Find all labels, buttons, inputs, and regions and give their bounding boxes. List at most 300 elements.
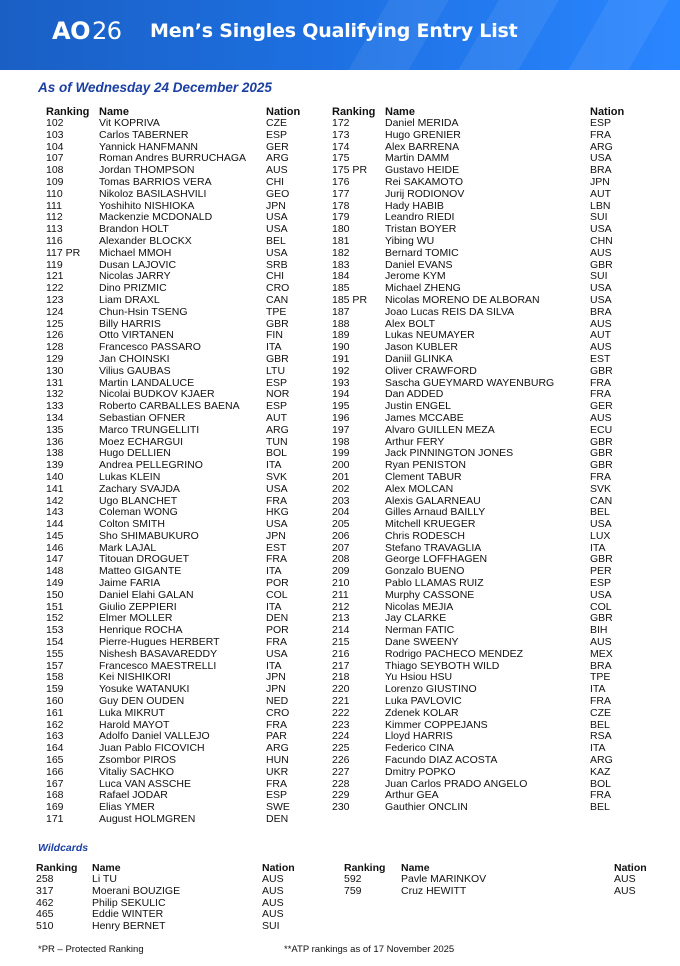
header-nation-right: Nation bbox=[590, 106, 625, 118]
player-name: Colton SMITH bbox=[99, 518, 165, 531]
nation: PER bbox=[590, 565, 612, 578]
nation: ARG bbox=[266, 423, 289, 436]
rank: 164 bbox=[46, 742, 64, 755]
rank: 117 PR bbox=[46, 246, 81, 259]
nation: GBR bbox=[590, 612, 613, 625]
nation: AUS bbox=[614, 873, 636, 885]
player-name: Zsombor PIROS bbox=[99, 754, 177, 767]
nation: AUS bbox=[262, 873, 284, 885]
player-name: Nicolai BUDKOV KJAER bbox=[99, 388, 215, 401]
rank: 510 bbox=[36, 920, 54, 933]
nation: FRA bbox=[266, 718, 287, 731]
nation: FRA bbox=[266, 636, 287, 649]
nation: USA bbox=[590, 152, 612, 165]
nation: SVK bbox=[266, 470, 288, 483]
header-banner bbox=[0, 0, 680, 70]
table-row bbox=[46, 425, 326, 437]
player-name: Gonzalo BUENO bbox=[385, 565, 465, 578]
rank: 210 bbox=[332, 577, 350, 590]
nation: UKR bbox=[266, 765, 289, 778]
player-name: Oliver CRAWFORD bbox=[385, 364, 477, 377]
player-name: Alex MOLCAN bbox=[385, 482, 454, 495]
nation: AUS bbox=[590, 411, 612, 424]
header-nation-left: Nation bbox=[266, 106, 301, 118]
player-name: Yannick HANFMANN bbox=[99, 140, 198, 153]
nation: BOL bbox=[590, 777, 612, 790]
rank: 111 bbox=[46, 199, 62, 212]
player-name: Daniil GLINKA bbox=[385, 352, 453, 365]
table-row bbox=[332, 708, 642, 720]
nation: EST bbox=[590, 352, 611, 365]
player-name: Moez ECHARGUI bbox=[99, 435, 184, 448]
player-name: Justin ENGEL bbox=[385, 400, 451, 413]
nation: HKG bbox=[266, 506, 289, 519]
nation: BEL bbox=[266, 234, 286, 247]
player-name: Federico CINA bbox=[385, 742, 454, 755]
table-row bbox=[46, 531, 326, 543]
nation: NOR bbox=[266, 388, 290, 401]
nation: ITA bbox=[266, 600, 282, 613]
rank: 153 bbox=[46, 624, 64, 637]
nation: KAZ bbox=[590, 765, 611, 778]
nation: GBR bbox=[266, 317, 289, 330]
rank: 149 bbox=[46, 577, 64, 590]
player-name: Lukas NEUMAYER bbox=[385, 329, 475, 342]
rank: 193 bbox=[332, 376, 350, 389]
rank: 223 bbox=[332, 718, 350, 731]
rank: 160 bbox=[46, 695, 64, 708]
wildcard-header-name-left: Name bbox=[92, 862, 121, 874]
rank: 191 bbox=[332, 352, 350, 365]
table-row bbox=[332, 307, 642, 319]
player-name: Cruz HEWITT bbox=[401, 884, 467, 897]
ao26-logo bbox=[52, 17, 122, 45]
nation: GBR bbox=[590, 258, 613, 271]
rank: 224 bbox=[332, 730, 350, 743]
rank: 130 bbox=[46, 364, 64, 377]
nation: SRB bbox=[266, 258, 288, 271]
rank: 181 bbox=[332, 234, 350, 247]
player-name: Alex BOLT bbox=[385, 317, 435, 330]
wildcard-header-nation-right: Nation bbox=[614, 862, 647, 874]
nation: FRA bbox=[590, 470, 611, 483]
rank: 220 bbox=[332, 683, 350, 696]
player-name: Alex BARRENA bbox=[385, 140, 460, 153]
nation: TUN bbox=[266, 435, 288, 448]
rank: 157 bbox=[46, 659, 64, 672]
nation: AUS bbox=[262, 908, 284, 921]
rank: 125 bbox=[46, 317, 64, 330]
player-name: Jay CLARKE bbox=[385, 612, 447, 625]
nation: JPN bbox=[266, 199, 286, 212]
nation: USA bbox=[266, 211, 288, 224]
table-row bbox=[344, 886, 654, 898]
wildcard-header-name-right: Name bbox=[401, 862, 430, 874]
rank: 146 bbox=[46, 541, 64, 554]
nation: DEN bbox=[266, 612, 289, 625]
nation: SWE bbox=[266, 801, 290, 814]
table-row bbox=[46, 260, 326, 272]
rank: 195 bbox=[332, 400, 350, 413]
player-name: Elias YMER bbox=[99, 801, 155, 814]
rank: 148 bbox=[46, 565, 64, 578]
header-ranking-right: Ranking bbox=[332, 106, 376, 118]
nation: AUS bbox=[590, 317, 612, 330]
rank: 192 bbox=[332, 364, 350, 377]
nation: GBR bbox=[590, 364, 613, 377]
player-name: Hugo GRENIER bbox=[385, 128, 461, 141]
player-name: Arthur FERY bbox=[385, 435, 445, 448]
player-name: Lukas KLEIN bbox=[99, 470, 161, 483]
logo-text: AO bbox=[52, 17, 90, 45]
player-name: Gilles Arnaud BAILLY bbox=[385, 506, 486, 519]
player-name: Michael ZHENG bbox=[385, 282, 461, 295]
player-name: Mark LAJAL bbox=[99, 541, 157, 554]
wildcard-header-ranking-right: Ranking bbox=[344, 862, 386, 874]
rank: 131 bbox=[46, 376, 64, 389]
player-name: Daniel EVANS bbox=[385, 258, 453, 271]
table-row bbox=[332, 649, 642, 661]
rank: 216 bbox=[332, 647, 350, 660]
table-row bbox=[36, 909, 326, 921]
rank: 213 bbox=[332, 612, 350, 625]
rank: 184 bbox=[332, 270, 350, 283]
player-name: Francesco PASSARO bbox=[99, 341, 201, 354]
rank: 317 bbox=[36, 884, 54, 897]
player-name: Harold MAYOT bbox=[99, 718, 170, 731]
player-name: Chun-Hsin TSENG bbox=[99, 305, 188, 318]
rank: 151 bbox=[46, 600, 64, 613]
table-row bbox=[36, 921, 326, 933]
rank: 187 bbox=[332, 305, 350, 318]
rank: 198 bbox=[332, 435, 350, 448]
nation: TPE bbox=[266, 305, 287, 318]
nation: ITA bbox=[590, 742, 606, 755]
rank: 150 bbox=[46, 588, 64, 601]
player-name: Yosuke WATANUKI bbox=[99, 683, 190, 696]
nation: ARG bbox=[266, 152, 289, 165]
rank: 113 bbox=[46, 223, 63, 236]
nation: FRA bbox=[590, 695, 611, 708]
table-row bbox=[46, 708, 326, 720]
player-name: Gauthier ONCLIN bbox=[385, 801, 468, 814]
nation: SUI bbox=[590, 270, 608, 283]
rank: 139 bbox=[46, 459, 64, 472]
rank: 206 bbox=[332, 529, 350, 542]
nation: ITA bbox=[266, 565, 282, 578]
table-row bbox=[332, 531, 642, 543]
nation: USA bbox=[266, 246, 288, 259]
rank: 197 bbox=[332, 423, 350, 436]
player-name: Coleman WONG bbox=[99, 506, 178, 519]
rank: 199 bbox=[332, 447, 350, 460]
table-row bbox=[46, 248, 326, 260]
nation: USA bbox=[590, 293, 612, 306]
rank: 190 bbox=[332, 341, 350, 354]
table-row bbox=[46, 354, 326, 366]
player-name: Pierre-Hugues HERBERT bbox=[99, 636, 220, 649]
rank: 122 bbox=[46, 282, 64, 295]
player-name: Murphy CASSONE bbox=[385, 588, 475, 601]
nation: ITA bbox=[266, 459, 282, 472]
table-row bbox=[332, 295, 642, 307]
table-row bbox=[332, 425, 642, 437]
player-name: Daniel Elahi GALAN bbox=[99, 588, 194, 601]
nation: ESP bbox=[266, 128, 288, 141]
player-name: Ugo BLANCHET bbox=[99, 494, 178, 507]
rank: 174 bbox=[332, 140, 350, 153]
nation: BOL bbox=[266, 447, 288, 460]
player-name: Alexander BLOCKX bbox=[99, 234, 192, 247]
nation: LUX bbox=[590, 529, 611, 542]
nation: SVK bbox=[590, 482, 612, 495]
nation: JPN bbox=[266, 529, 286, 542]
wildcards-left-column bbox=[36, 874, 326, 933]
rank: 230 bbox=[332, 801, 350, 814]
nation: FRA bbox=[590, 388, 611, 401]
player-name: Brandon HOLT bbox=[99, 223, 169, 236]
player-name: Eddie WINTER bbox=[92, 908, 164, 921]
player-name: Kimmer COPPEJANS bbox=[385, 718, 488, 731]
table-row bbox=[332, 366, 642, 378]
player-name: Liam DRAXL bbox=[99, 293, 160, 306]
player-name: Ryan PENISTON bbox=[385, 459, 466, 472]
player-name: Elmer MOLLER bbox=[99, 612, 173, 625]
rank: 119 bbox=[46, 258, 63, 271]
rank: 152 bbox=[46, 612, 64, 625]
nation: FRA bbox=[590, 789, 611, 802]
table-row bbox=[332, 413, 642, 425]
player-name: Hady HABIB bbox=[385, 199, 444, 212]
player-name: Jaime FARIA bbox=[99, 577, 161, 590]
nation: PAR bbox=[266, 730, 287, 743]
rank: 140 bbox=[46, 470, 64, 483]
player-name: Rei SAKAMOTO bbox=[385, 175, 463, 188]
player-name: Zachary SVAJDA bbox=[99, 482, 180, 495]
rank: 759 bbox=[344, 884, 362, 897]
player-name: Zdenek KOLAR bbox=[385, 706, 459, 719]
rank: 116 bbox=[46, 234, 63, 247]
player-name: Nicolas MORENO DE ALBORAN bbox=[385, 293, 540, 306]
player-name: Jason KUBLER bbox=[385, 341, 458, 354]
rank: 465 bbox=[36, 908, 54, 921]
player-name: Andrea PELLEGRINO bbox=[99, 459, 203, 472]
rank: 168 bbox=[46, 789, 64, 802]
player-name: Chris RODESCH bbox=[385, 529, 465, 542]
player-name: Francesco MAESTRELLI bbox=[99, 659, 217, 672]
table-row bbox=[332, 248, 642, 260]
rank: 204 bbox=[332, 506, 350, 519]
table-row bbox=[332, 590, 642, 602]
rank: 141 bbox=[46, 482, 64, 495]
header-ranking-left: Ranking bbox=[46, 106, 90, 118]
player-name: Tomas BARRIOS VERA bbox=[99, 175, 212, 188]
rank: 202 bbox=[332, 482, 350, 495]
nation: GER bbox=[590, 400, 613, 413]
rank: 133 bbox=[46, 400, 64, 413]
player-name: Lorenzo GIUSTINO bbox=[385, 683, 477, 696]
player-name: Henrique ROCHA bbox=[99, 624, 183, 637]
nation: USA bbox=[266, 223, 288, 236]
rank: 200 bbox=[332, 459, 350, 472]
player-name: Rafael JODAR bbox=[99, 789, 168, 802]
player-name: Leandro RIEDI bbox=[385, 211, 455, 224]
rank: 177 bbox=[332, 187, 350, 200]
nation: GBR bbox=[590, 553, 613, 566]
player-name: Henry BERNET bbox=[92, 920, 166, 933]
table-row bbox=[332, 236, 642, 248]
player-name: Juan Carlos PRADO ANGELO bbox=[385, 777, 528, 790]
nation: LTU bbox=[266, 364, 286, 377]
table-row bbox=[46, 177, 326, 189]
nation: SUI bbox=[590, 211, 608, 224]
nation: FRA bbox=[590, 128, 611, 141]
player-name: Titouan DROGUET bbox=[99, 553, 190, 566]
player-name: August HOLMGREN bbox=[99, 813, 196, 826]
rank: 228 bbox=[332, 777, 350, 790]
player-name: Jordan THOMPSON bbox=[99, 164, 195, 177]
as-of-date: As of Wednesday 24 December 2025 bbox=[38, 80, 272, 95]
nation: ESP bbox=[266, 789, 288, 802]
rank: 189 bbox=[332, 329, 350, 342]
header-name-left: Name bbox=[99, 106, 129, 118]
nation: ARG bbox=[590, 754, 613, 767]
table-row bbox=[46, 307, 326, 319]
player-name: Luka MIKRUT bbox=[99, 706, 165, 719]
player-name: Guy DEN OUDEN bbox=[99, 695, 185, 708]
nation: USA bbox=[590, 518, 612, 531]
player-name: Luka PAVLOVIC bbox=[385, 695, 462, 708]
rank: 180 bbox=[332, 223, 350, 236]
nation: GBR bbox=[266, 352, 289, 365]
nation: FRA bbox=[266, 777, 287, 790]
rank: 173 bbox=[332, 128, 350, 141]
rank: 462 bbox=[36, 896, 54, 909]
rank: 123 bbox=[46, 293, 64, 306]
logo-year: 26 bbox=[91, 17, 122, 45]
nation: FRA bbox=[590, 376, 611, 389]
table-row bbox=[36, 886, 326, 898]
footnote-protected-ranking: *PR – Protected Ranking bbox=[38, 944, 144, 955]
table-row bbox=[46, 767, 326, 779]
rank: 226 bbox=[332, 754, 350, 767]
rank: 258 bbox=[36, 873, 54, 885]
rank: 158 bbox=[46, 671, 64, 684]
player-name: Carlos TABERNER bbox=[99, 128, 189, 141]
nation: JPN bbox=[266, 683, 286, 696]
table-row bbox=[46, 189, 326, 201]
table-row bbox=[46, 413, 326, 425]
player-name: Hugo DELLIEN bbox=[99, 447, 171, 460]
rank: 161 bbox=[46, 706, 64, 719]
rank: 176 bbox=[332, 175, 350, 188]
player-name: Gustavo HEIDE bbox=[385, 164, 460, 177]
nation: ITA bbox=[590, 541, 606, 554]
rank: 103 bbox=[46, 128, 64, 141]
nation: AUS bbox=[266, 164, 288, 177]
player-name: James MCCABE bbox=[385, 411, 464, 424]
nation: ITA bbox=[590, 683, 606, 696]
rank: 142 bbox=[46, 494, 64, 507]
rank: 108 bbox=[46, 164, 64, 177]
rank: 112 bbox=[46, 211, 63, 224]
page-title: Men’s Singles Qualifying Entry List bbox=[150, 20, 518, 42]
player-name: Bernard TOMIC bbox=[385, 246, 459, 259]
player-name: Dan ADDED bbox=[385, 388, 444, 401]
rank: 185 PR bbox=[332, 293, 368, 306]
nation: DEN bbox=[266, 813, 289, 826]
rank: 134 bbox=[46, 411, 64, 424]
player-name: Sascha GUEYMARD WAYENBURG bbox=[385, 376, 555, 389]
player-name: Jan CHOINSKI bbox=[99, 352, 170, 365]
table-row bbox=[46, 319, 326, 331]
table-row bbox=[46, 590, 326, 602]
nation: USA bbox=[266, 482, 288, 495]
nation: USA bbox=[590, 282, 612, 295]
player-name: Vitaliy SACHKO bbox=[99, 765, 175, 778]
rank: 128 bbox=[46, 341, 64, 354]
nation: BIH bbox=[590, 624, 608, 637]
table-row bbox=[332, 189, 642, 201]
player-name: Joao Lucas REIS DA SILVA bbox=[385, 305, 515, 318]
nation: MEX bbox=[590, 647, 613, 660]
rank: 136 bbox=[46, 435, 64, 448]
rank: 155 bbox=[46, 647, 64, 660]
player-name: Juan Pablo FICOVICH bbox=[99, 742, 205, 755]
player-name: Clement TABUR bbox=[385, 470, 462, 483]
player-name: Roberto CARBALLES BAENA bbox=[99, 400, 240, 413]
rank: 107 bbox=[46, 152, 64, 165]
nation: BEL bbox=[590, 718, 610, 731]
table-row bbox=[332, 767, 642, 779]
nation: ECU bbox=[590, 423, 613, 436]
player-name: Martin DAMM bbox=[385, 152, 450, 165]
rank: 218 bbox=[332, 671, 350, 684]
table-row bbox=[46, 295, 326, 307]
rank: 109 bbox=[46, 175, 64, 188]
rank: 163 bbox=[46, 730, 64, 743]
nation: AUT bbox=[590, 187, 611, 200]
rank: 217 bbox=[332, 659, 350, 672]
nation: CHI bbox=[266, 175, 285, 188]
nation: CRO bbox=[266, 706, 290, 719]
rank: 221 bbox=[332, 695, 350, 708]
table-row bbox=[46, 649, 326, 661]
player-name: Luca VAN ASSCHE bbox=[99, 777, 192, 790]
nation: EST bbox=[266, 541, 287, 554]
rank: 203 bbox=[332, 494, 350, 507]
player-name: Giulio ZEPPIERI bbox=[99, 600, 177, 613]
rank: 225 bbox=[332, 742, 350, 755]
rank: 183 bbox=[332, 258, 350, 271]
nation: AUS bbox=[262, 896, 284, 909]
nation: JPN bbox=[590, 175, 610, 188]
player-name: Dino PRIZMIC bbox=[99, 282, 167, 295]
player-name: Michael MMOH bbox=[99, 246, 172, 259]
rank: 209 bbox=[332, 565, 350, 578]
player-name: Tristan BOYER bbox=[385, 223, 457, 236]
player-name: Sho SHIMABUKURO bbox=[99, 529, 199, 542]
rank: 175 bbox=[332, 152, 350, 165]
rank: 132 bbox=[46, 388, 64, 401]
rank: 110 bbox=[46, 187, 63, 200]
nation: AUS bbox=[590, 636, 612, 649]
player-name: Nerman FATIC bbox=[385, 624, 455, 637]
player-name: Matteo GIGANTE bbox=[99, 565, 182, 578]
player-name: Vilius GAUBAS bbox=[99, 364, 171, 377]
rank: 124 bbox=[46, 305, 64, 318]
rank: 167 bbox=[46, 777, 64, 790]
